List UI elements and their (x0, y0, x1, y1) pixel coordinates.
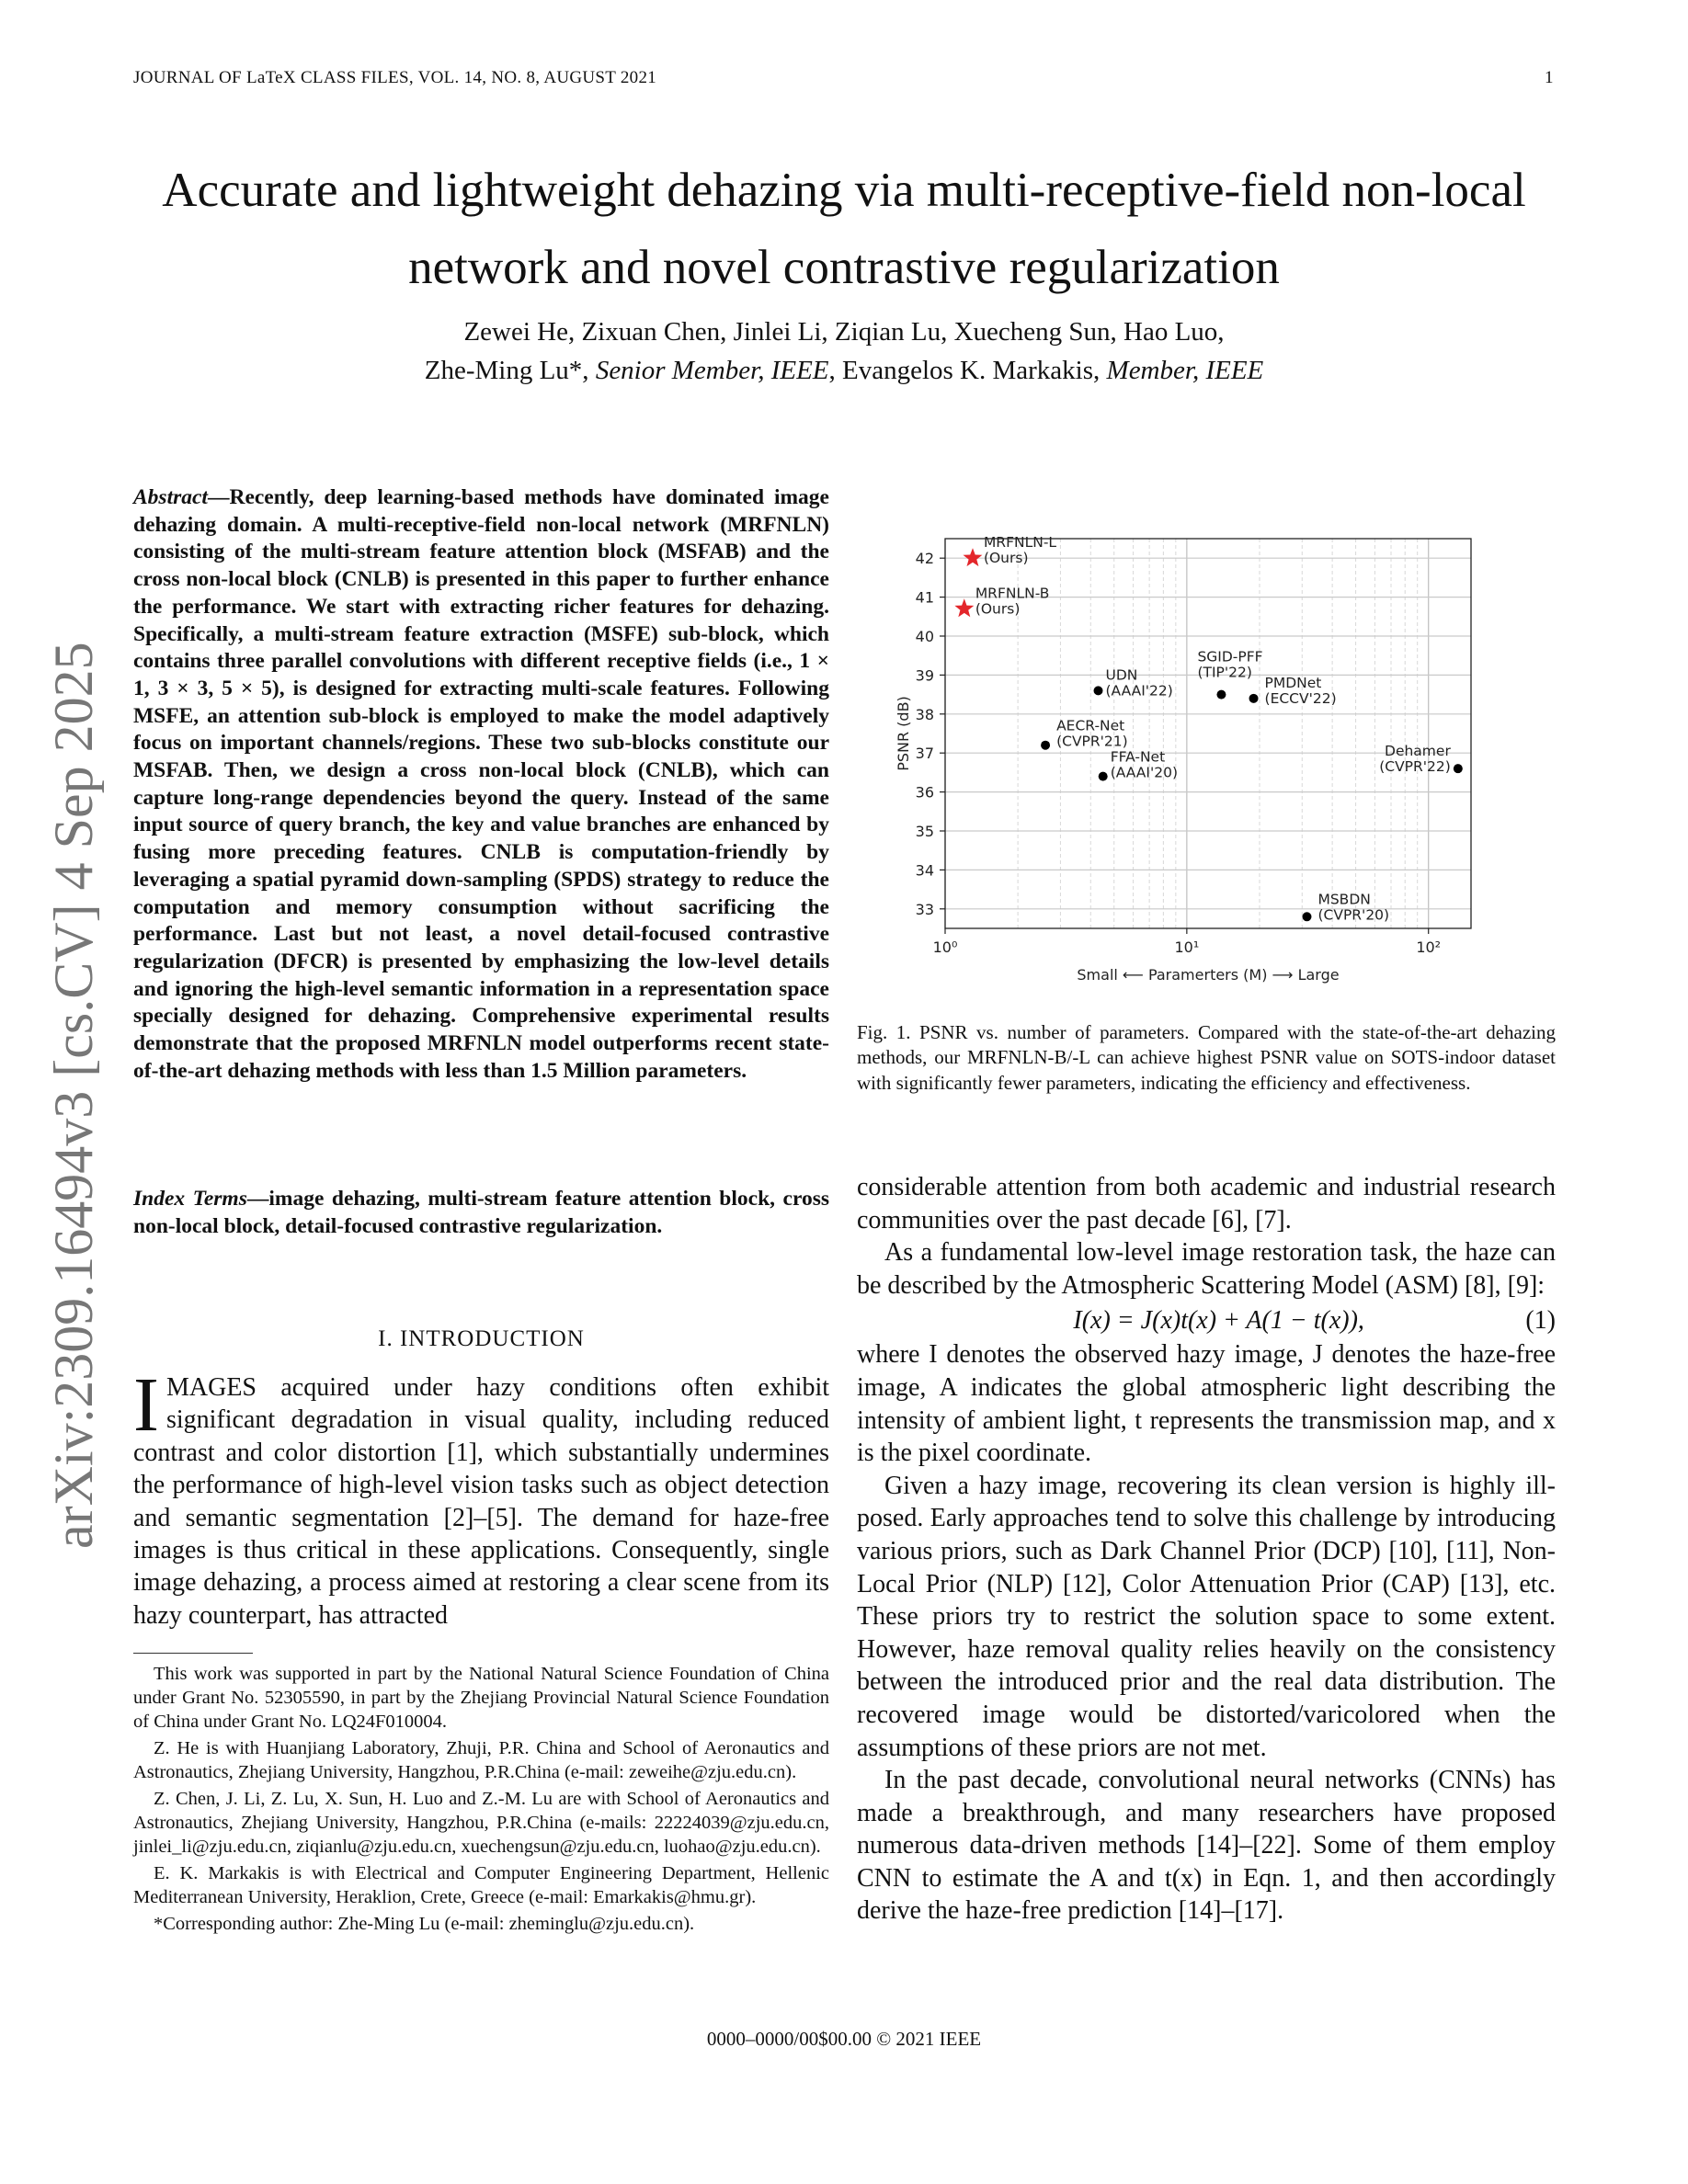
authors-line-1: Zewei He, Zixuan Chen, Jinlei Li, Ziqian Lu, Xuecheng Sun, Hao Luo, (463, 317, 1225, 347)
author-title-senior: Senior Member, IEEE (595, 356, 829, 385)
paragraph: where I denotes the observed hazy image, J denotes the haze-free image, A indicates the global atmospheric light describing the intensity of ambient light, t represents the transmission map, and x is the pixel coordinate. (857, 1340, 1556, 1468)
x-axis-label: Small ⟵ Paramerters (M) ⟶ Large (1077, 966, 1340, 984)
index-terms (133, 1186, 829, 1240)
abstract-lead: Abstract (133, 485, 208, 509)
paragraph: In the past decade, convolutional neural networks (CNNs) has made a breakthrough, and many researchers have proposed numerous data-driven methods [14]–[22]. Some of them employ CNN to estimate the A and t(x) in Eqn. 1, and then accordingly derive the haze-free prediction [14]–[17]. (857, 1766, 1556, 1926)
point-label-venue: (Ours) (975, 600, 1021, 618)
point-label: MRFNLN-L (983, 534, 1057, 552)
journal-header: JOURNAL OF LaTeX CLASS FILES, VOL. 14, NO. 8, AUGUST 2021 (133, 68, 657, 87)
paper-title: Accurate and lightweight dehazing via multi-receptive-field non-local network and novel contrastive regularization (162, 164, 1526, 294)
psnr-params-chart (883, 531, 1535, 991)
y-tick-label: 34 (915, 861, 934, 880)
y-axis-label: PSNR (dB) (895, 696, 912, 771)
point-label-venue: (Ours) (983, 550, 1029, 567)
y-tick-label: 33 (915, 900, 934, 918)
copyright-footer: 0000–0000/00$00.00 © 2021 IEEE (706, 2028, 982, 2050)
author-markakis: , Evangelos K. Markakis, (828, 356, 1107, 385)
data-point (1249, 694, 1259, 703)
index-terms-lead: Index Terms (133, 1187, 247, 1211)
point-label: Dehamer (1385, 743, 1451, 760)
authors-line-2 (92, 351, 1596, 390)
data-point-star (954, 598, 974, 617)
point-label-venue: (TIP'22) (1197, 664, 1252, 681)
footnote: Z. He is with Huanjiang Laboratory, Zhuji, P.R. China and School of Aeronautics and Astronautics, Zhejiang University, Hangzhou, P.R.China (e-mail: zeweihe@zju.edu.cn). (133, 1738, 829, 1782)
point-label-venue: (AAAI'22) (1105, 682, 1173, 700)
point-label-venue: (AAAI'20) (1110, 764, 1179, 781)
right-column (857, 1171, 1556, 1928)
y-tick-label: 35 (915, 823, 934, 840)
point-label: PMDNet (1264, 674, 1322, 691)
arxiv-stamp: arXiv:2309.16494v3 [cs.CV] 4 Sep 2025 (43, 642, 104, 1549)
figure-1 (883, 531, 1535, 991)
abstract (133, 484, 829, 1085)
dropcap: I (133, 1362, 159, 1448)
point-label: MSBDN (1317, 891, 1371, 908)
data-point (1041, 741, 1050, 750)
author-title-member: Member, IEEE (1106, 356, 1264, 385)
data-point (1216, 690, 1226, 700)
y-tick-label: 38 (915, 705, 934, 723)
y-tick-label: 37 (915, 745, 934, 763)
data-point (1302, 912, 1311, 921)
section-heading: I. INTRODUCTION (378, 1326, 585, 1351)
x-tick-label: 10² (1416, 938, 1442, 956)
index-terms-text: —image dehazing, multi-stream feature attention block, cross non-local block, detail-focused contrastive regularization. (133, 1187, 830, 1238)
paragraph: As a fundamental low-level image restoration task, the haze can be described by the Atmospheric Scattering Model (ASM) [8], [9]: (857, 1238, 1556, 1300)
y-tick-label: 39 (915, 666, 934, 685)
author-list (92, 313, 1596, 390)
y-tick-label: 41 (915, 588, 934, 607)
intro-paragraph (133, 1362, 829, 1632)
equation-body: I(x) = J(x)t(x) + A(1 − t(x)), (1073, 1305, 1364, 1335)
point-label: UDN (1105, 666, 1138, 684)
point-label: SGID-PFF (1197, 648, 1263, 665)
point-label: AECR-Net (1056, 717, 1125, 734)
x-tick-label: 10¹ (1174, 938, 1200, 956)
footnote: Z. Chen, J. Li, Z. Lu, X. Sun, H. Luo and Z.-M. Lu are with School of Aeronautics and Astronautics, Zhejiang University, Hangzhou, P.R.China (e-mails: 22224039@zju.edu.cn, jinlei_li@zju.edu.cn, ziqianlu@zju.edu.cn, xuechengsun@zju.edu.cn, luohao@zju.edu.cn). (133, 1789, 829, 1857)
data-point (1454, 764, 1463, 773)
footnotes (133, 1662, 829, 1939)
y-tick-label: 42 (915, 550, 934, 568)
footnote: E. K. Markakis is with Electrical and Computer Engineering Department, Hellenic Mediterranean University, Heraklion, Crete, Greece (e-mail: Emarkakis@hmu.gr). (133, 1863, 829, 1907)
point-label-venue: (ECCV'22) (1264, 689, 1337, 707)
data-point (1099, 772, 1108, 781)
point-label-venue: (CVPR'22) (1379, 758, 1451, 776)
paragraph: Given a hazy image, recovering its clean version is highly ill-posed. Early approaches tend to solve this challenge by introducing various priors, such as Dark Channel Prior (DCP) [10], [11], Non-Local Prior (NLP) [12], Color Attenuation Prior (CAP) [13], etc. These priors try to restrict the solution space to some extent. However, haze removal quality relies heavily on the consistency between the introduced prior and the real data distribution. The recovered image would be distorted/varicolored when the assumptions of these priors are not met. (857, 1471, 1556, 1762)
footnote: *Corresponding author: Zhe-Ming Lu (e-mail: zheminglu@zju.edu.cn). (154, 1914, 695, 1934)
intro-text: MAGES acquired under hazy conditions often exhibit significant degradation in visual quality, including reduced contrast and color distortion [1], which substantially undermines the performance of high-level vision tasks such as object detection and semantic segmentation [2]–[5]. The demand for haze-free images is thus critical in these applications. Consequently, single image dehazing, a process aimed at restoring a clear scene from its hazy counterpart, has attracted (133, 1373, 829, 1630)
point-label-venue: (CVPR'21) (1056, 733, 1128, 750)
figure-caption: Fig. 1. PSNR vs. number of parameters. Compared with the state-of-the-art dehazing methods, our MRFNLN-B/-L can achieve highest PSNR value on SOTS-indoor dataset with significantly fewer parameters, indicating the efficiency and effectiveness. (857, 1021, 1556, 1094)
author-lu: Zhe-Ming Lu*, (424, 356, 596, 385)
equation-1 (857, 1302, 1556, 1338)
y-tick-label: 36 (915, 783, 934, 802)
y-tick-label: 40 (915, 628, 934, 645)
footnote-rule (133, 1653, 253, 1654)
footnote: This work was supported in part by the National Natural Science Foundation of China under Grant No. 52305590, in part by the Zhejiang Provincial Natural Science Foundation of China under Grant No. LQ24F010004. (133, 1664, 829, 1732)
page-number: 1 (1545, 68, 1554, 87)
x-tick-label: 10⁰ (932, 938, 958, 956)
abstract-text: —Recently, deep learning-based methods have dominated image dehazing domain. A multi-receptive-field non-local network (MRFNLN) consisting of the multi-stream feature attention block (MSFAB) and the cross non-local block (CNLB) is presented in this paper to further enhance the performance. We start with extracting richer features for dehazing. Specifically, a multi-stream feature extraction (MSFE) sub-block, which contains three parallel convolutions with different receptive fields (i.e., 1 × 1, 3 × 3, 5 × 5), is designed for extracting multi-scale features. Following MSFE, an attention sub-block is employed to make the model adaptively focus on important channels/regions. These two sub-blocks constitute our MSFAB. Then, we design a cross non-local block (CNLB), which can capture long-range dependencies beyond the query. Instead of the same input source of query branch, the key and value branches are enhanced by fusing more preceding features. CNLB is computation-friendly by leveraging a spatial pyramid down-sampling (SPDS) strategy to reduce the computation and memory consumption without sacrificing the performance. Last but not least, a novel detail-focused contrastive regularization (DFCR) is presented by emphasizing the low-level details and ignoring the high-level semantic information in a representation space specially designed for dehazing. Comprehensive experimental results demonstrate that the proposed MRFNLN model outperforms recent state-of-the-art dehazing methods with less than 1.5 Million parameters. (133, 485, 829, 1083)
data-point-star (964, 548, 983, 566)
equation-number: (1) (1525, 1305, 1556, 1335)
data-point (1094, 686, 1103, 695)
point-label-venue: (CVPR'20) (1317, 906, 1390, 924)
point-label: MRFNLN-B (975, 585, 1050, 602)
paragraph: considerable attention from both academic and industrial research communities over the past decade [6], [7]. (857, 1173, 1556, 1234)
point-label: FFA-Net (1110, 748, 1166, 766)
